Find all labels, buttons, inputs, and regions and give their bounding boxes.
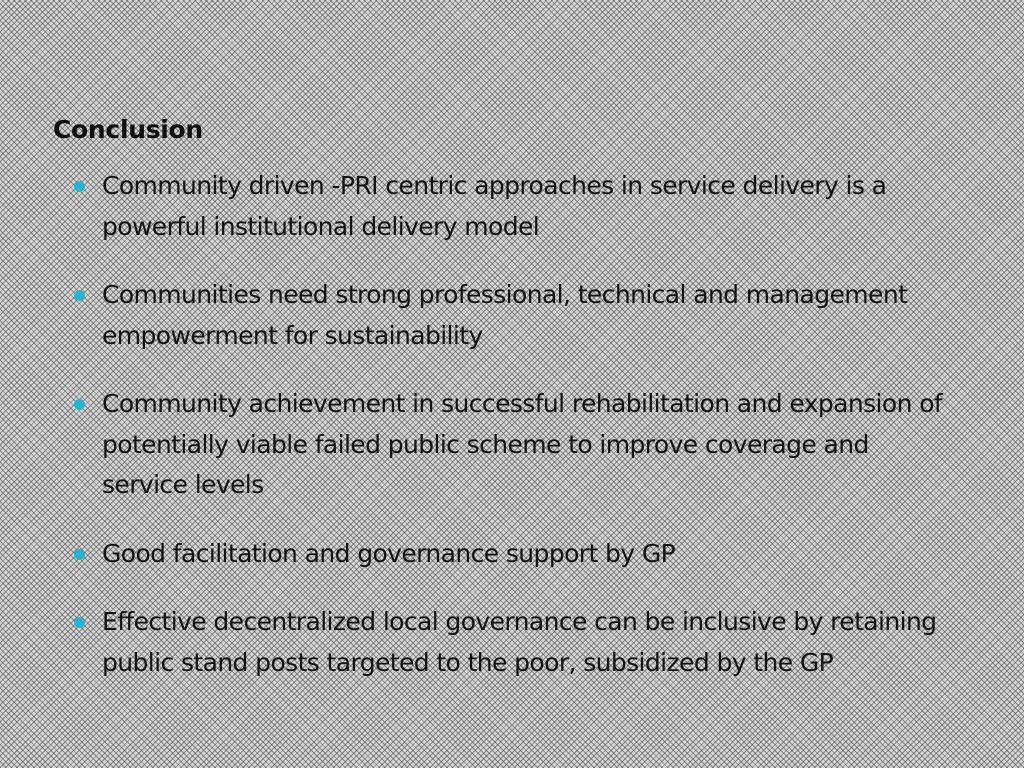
bullet-dot-icon [74, 617, 85, 628]
bullet-text: Community driven -PRI centric approaches in service delivery is a powerful institutional delivery model [102, 171, 887, 241]
bullet-item [72, 534, 952, 575]
bullet-item [72, 602, 952, 683]
bullet-text: Good facilitation and governance support by GP [102, 538, 676, 568]
bullet-item [72, 166, 952, 247]
bullet-dot-icon [74, 181, 85, 192]
bullet-item [72, 275, 952, 356]
bullet-text: Communities need strong professional, technical and management empowerment for sustainability [102, 280, 908, 350]
bullet-dot-icon [74, 399, 85, 410]
bullet-item [72, 384, 952, 506]
bullet-text: Effective decentralized local governance can be inclusive by retaining public stand posts targeted to the poor, subsidized by the GP [102, 607, 937, 677]
bullet-list [72, 166, 952, 683]
bullet-dot-icon [74, 549, 85, 560]
bullet-text: Community achievement in successful rehabilitation and expansion of potentially viable failed public scheme to improve coverage and service levels [102, 389, 943, 499]
slide-title: Conclusion [53, 115, 203, 144]
bullet-dot-icon [74, 290, 85, 301]
